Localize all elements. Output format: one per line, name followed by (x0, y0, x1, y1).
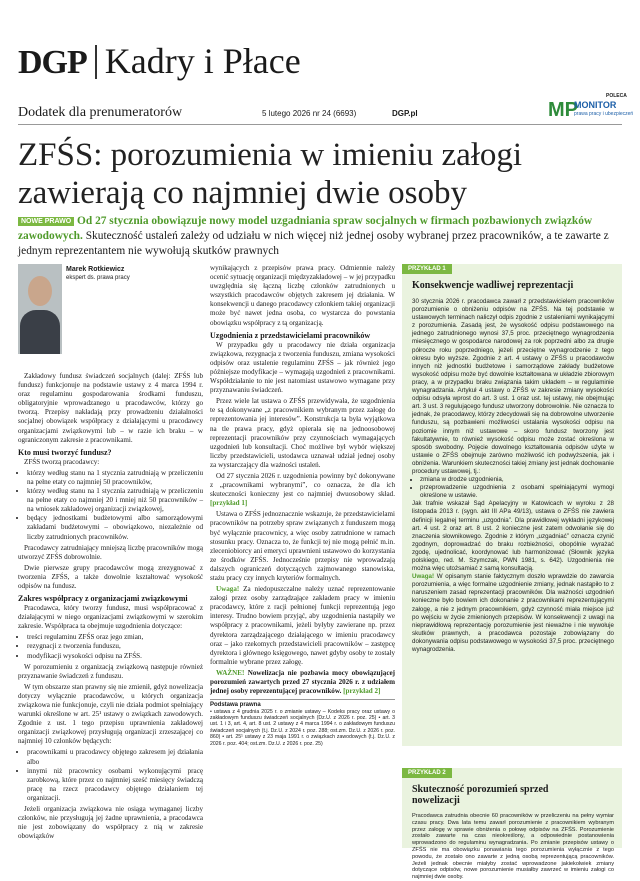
example-tab: PRZYKŁAD 2 (402, 768, 452, 778)
example-tab: PRZYKŁAD 1 (402, 264, 452, 274)
mp-logo-icon: MP (548, 99, 578, 121)
example-ref[interactable]: [przykład 2] (343, 687, 381, 696)
warning-label: Uwaga! (412, 573, 435, 581)
lead-paragraph (18, 214, 622, 259)
paragraph: Pracodawcy zatrudniający mniejszą liczbę pracowników mogą utworzyć ZFŚS dobrowolnie. (18, 543, 203, 561)
list-item: • rezygnacji z tworzenia funduszu, (27, 642, 203, 651)
poleca-label: POLECA (606, 93, 627, 99)
lead-rest: Skuteczność ustaleń zależy od udziału w nich więcej niż jednej osoby wybranej przez pracowników, a te zawarte z jednym reprezentantem nie wywołują skutków prawnych (18, 230, 609, 257)
example-ref[interactable]: [przykład 1] (210, 499, 248, 508)
bullet-list (18, 469, 203, 542)
paragraph: W tym obszarze stan prawny się nie zmienił, gdyż nowelizacja dotyczy wyłącznie pracodawców, u których organizacja związkowa nie funkcjonuje, czyli nie działa podmiot spełniający warunki określone w art. 25¹ ustawy o związkach zawodowych. Zgodnie z ust. 1 tego przepisu uprawnienia zakładowej organizacji związkowej przysługują organizacji zrzeszającej co najmniej 10 członków będących: (18, 682, 203, 746)
author-box (18, 264, 203, 362)
paragraph: Pracodawca, który tworzy fundusz, musi współpracować z działającymi w niego organizacjami związkowymi w szerokim zakresie. Współpraca ta obejmuje uzgodnienia dotyczące: (18, 604, 203, 631)
example-text: Pracodawca zatrudnia obecnie 60 pracowników w przeliczeniu na pełny wymiar czasu pracy. Dwa lata temu zawarł porozumienie z pracownikiem wybranym przez załogę w sprawie obniżenia o połowę odpisów na ZFŚS. Porozumienie zostało zawarte na czas nieokreślony, a odpowiednie postanowienia wprowadzono do regulaminu wynagradzania. Po zmianie przepisów ustawy o ZFŚS nie ma obowiązku ponawiania tego porozumienia wyłącznie z tego powodu, że zostało ono zawarte z jedną osobą reprezentującą pracowników. Jeżeli jednak obecnie miałyby zostać wprowadzone jakiekolwiek zmiany dotyczące odpisów, nowe porozumienie musiałby zawrzeć w imieniu załogi co najmniej dwie osoby. (412, 813, 614, 881)
author-photo (18, 264, 62, 354)
important-text: Nowelizacja nie pozbawia mocy obowiązującej porozumień zawartych przed 27 stycznia 2026 r. z udziałem jednej osoby reprezentującej pracowników. (210, 668, 395, 696)
list-item: • zmiana w drodze uzgodnienia, (420, 476, 614, 484)
monitor-tagline: prawa pracy i ubezpieczeń (574, 111, 634, 117)
list-item: • przeprowadzenie uzgodnienia z osobami spełniającymi wymogi określone w ustawie. (420, 484, 614, 500)
list-item: • modyfikacji wysokości odpisu na ZFŚS. (27, 652, 203, 661)
paragraph: Ustawa o ZFŚS jednoznacznie wskazuje, że przedstawicielami pracowników na potrzeby spraw związanych z funduszem mogą być wyłącznie pracownicy, a więc osoby zatrudnione w ramach stosunku pracy. Oznacza to, że funkcji tej nie mogą pełnić m.in. zleceniobiorcy ani emeryci uprawnieni ustawowo do korzystania ze środków ZFŚS. Jednocześnie przepisy nie wprowadzają dalszych ograniczeń dotyczących zajmowanego stanowiska, stażu pracy czy innych kryteriów formalnych. (210, 510, 395, 582)
warning-label: Uwaga! (216, 585, 240, 594)
intro-paragraph: Zakładowy fundusz świadczeń socjalnych (dalej: ZFŚS lub fundusz) funkcjonuje na podstawie ustawy z 4 marca 1994 r. oraz regulaminu gospodarowania środkami funduszu, obligatoryjnie wprowadzanego u pracodawców, którzy go tworzą. Przepisy nakładają przy prowadzeniu działalności socjalnej obowiązek współpracy z działającymi u pracodawcy organizacjami związkowymi lub – w razie ich braku – w ograniczonym zakresie z pracownikami. (18, 372, 203, 444)
subheading: Kto musi tworzyć fundusz? (18, 447, 112, 457)
list-item: • treści regulaminu ZFŚS oraz jego zmian, (27, 633, 203, 642)
supplement-label: Dodatek dla prenumeratorów (18, 105, 183, 120)
paragraph: Jak trafnie wskazał Sąd Apelacyjny w Katowicach w wyroku z 28 listopada 2013 r. (sygn. akt III APa 49/13), ustawa o ZFŚS nie zawiera definicji legalnej terminu „uzgodnia”. Dla prawidłowej wykładni językowej art. 4 ust. 2 oraz art. 8 ust. 2 konieczne jest zatem odwołanie się do znaczenia słownikowego. Zgodnie z którym „uzgadniać” oznacza czynić zgodnym, doprowadzać do braku rozbieżności, obopólnie wyrażać zgodę, ujednolicać, koordynować lub harmonizować (Słownik języka polskiego, red. M. Szymczak, PWN 1981, s. 642). Uzgodnienia nie można więc utożsamiać z samą konsultacją. (412, 500, 614, 573)
paragraph: W porozumieniu z organizacją związkową następuje również przyznawanie świadczeń z funduszu. (18, 662, 203, 680)
column-1 (18, 372, 203, 843)
column-2 (210, 264, 395, 747)
paragraph: 30 stycznia 2026 r. pracodawca zawarł z przedstawicielem pracowników porozumienie o obniżeniu odpisów na ZFŚS. Na tej podstawie w ustawowych terminach naliczył odpis zgodnie z ustaleniami wynikającymi z porozumienia. Zasadą jest, że wysokość odpisu podstawowego na jednego zatrudnionego wynosi 37,5 proc. przeciętnego wynagrodzenia miesięcznego w gospodarce narodowej za rok poprzedni albo za drugie półrocze roku poprzedniego, jeżeli przeciętne wynagrodzenie z tego okresu było wyższe. Zgodnie z art. 4 ustawy o ZFŚS u pracodawców innych niż jednostki budżetowe i samorządowe zakłady budżetowe wysokość odpisu może być dowolnie kształtowana w układzie zbiorowym pracy, a w przypadku braku związania takim układem – w regulaminie wynagradzania. Artykuł 4 ustawy o ZFŚS w zakresie zmiany wysokości odpisu odsyła wprost do art. 3 ust. 1 oraz ust. tej ustawy, nie obejmując art. 3 ust. 3 regulującego fundusz utworzony dobrowolnie. Nie oznacza to jednak, że pracodawcy, którzy zdecydowali się na dobrowolne utworzenie funduszu, są pozbawieni możliwości ustalania wysokości odpisu na poziomie innym niż ustawowe – skoro fundusz tworzony jest fakultatywnie, to również wysokość odpisu może zostać określona w sposób swobodny. Pojęcie dowolnego kształtowania odpisów użyte w ustawie o ZFŚS obejmuje zarówno możliwość ich podwyższenia, jak i obniżenia. Warunkiem skuteczności takiej zmiany jest jednak dochowanie procedury ustawowej, tj.: (412, 298, 614, 475)
headline: ZFŚS: porozumienia w imieniu załogi zawierają co najmniej dwie osoby (18, 137, 523, 211)
author-name: Marek Rotkiewicz (66, 266, 125, 273)
list-item: • będący jednostkami budżetowymi albo samorządowymi zakładami budżetowymi – obowiązkowo, niezależnie od liczby zatrudnionych pracowników. (27, 514, 203, 541)
important-label: WAŻNE! (216, 668, 245, 677)
paragraph: Przez wiele lat ustawa o ZFŚS przewidywała, że uzgodnienia te są dokonywane „z pracownikiem wybranym przez załogę do reprezentowania jej interesów”. Konstrukcja ta była wyjątkowa na tle prawa pracy, gdyż opierała się na jednoosobowej reprezentacji pracowników przy czynnościach wymagających uzgodnień lub konsultacji. Choć możliwe był wybór większej liczby przedstawicieli, ustodawca uznawał udział jednej osoby za wystarczający dla ważności ustaleń. (210, 397, 395, 469)
paragraph: wynikających z przepisów prawa pracy. Odmiennie należy ocenić sytuację organizacji międzyzakładowej – w jej przypadku uwzględnia się łączną liczbę członków zatrudnionych u wszystkich pracodawców objętych zakresem jej działania. W konsekwencji u danego pracodawcy członkiem takiej organizacji może być nawet jedna osoba, co wystarcza do powstania obowiązku współpracy z tą organizacją. (210, 264, 395, 327)
brand-logo: DGP (18, 44, 87, 81)
paragraph: ZFŚS tworzą pracodawcy: (24, 457, 100, 466)
paragraph: Dwie pierwsze grupy pracodawców mogą zrezygnować z tworzenia ZFŚS, a także dowolnie kształtować wysokość odpisów na fundusz. (18, 563, 203, 590)
list-item: • którzy według stanu na 1 stycznia zatrudniają w przeliczeniu na pełne etaty co najmniej 20 i mniej niż 50 pracowników – na wniosek zakładowej organizacji związkowej, (27, 487, 203, 514)
list-item: • pracownikami u pracodawcy objętego zakresem jej działania albo (27, 748, 203, 766)
paragraph (210, 585, 395, 667)
list-item: • którzy według stanu na 1 stycznia zatrudniają w przeliczeniu na pełne etaty co najmniej 50 pracowników, (27, 469, 203, 487)
paragraph-text: Od 27 stycznia 2026 r. uzgodnienia powinny być dokonywane z „pracownikami wybranymi”, co oznacza, że dla ich skuteczności konieczny jest co najmniej dwuosobowy skład. (210, 471, 395, 499)
example-title: Skuteczność porozumień sprzed nowelizacji (412, 784, 549, 806)
subheading: Uzgodnienia z przedstawicielami pracowników (210, 330, 371, 340)
site-link[interactable]: DGP.pl (392, 109, 418, 118)
legal-basis (210, 699, 395, 747)
bullet-list (18, 748, 203, 803)
important-note (210, 669, 395, 696)
bullet-list (412, 476, 614, 500)
paragraph: W opisanym stanie faktycznym doszło wprawdzie do zawarcia porozumienia, a więc formalne uzgodnienie zmiany, jednak nastąpiło to z naruszeniem zasad reprezentacji pracowników. Dla ważności uzgodnień konieczne było bowiem ich dokonanie z pracownikami reprezentującymi załogę, a nie z jednym pracownikiem, gdyż czynność miała miejsce już po wejściu w życie zmienionych przepisów. W konsekwencji z uwagi na nieprawidłową reprezentację porozumienie jest nieważne i nie wywołuje skutków prawnych, a pracodawca pozostaje zobowiązany do dokonywania odpisu podstawowego w wysokości 37,5 proc. przeciętnego wynagrodzenia. (412, 573, 614, 654)
example-title: Konsekwencje wadliwej reprezentacji (412, 280, 574, 291)
author-role: ekspert ds. prawa pracy (66, 275, 130, 281)
masthead-divider (95, 45, 97, 79)
paragraph: W przypadku gdy u pracodawcy nie działa organizacja związkowa, rezygnacja z tworzenia funduszu, zmiana wysokości odpisów oraz ustalenie regulaminu ZFŚS – jak również jego późniejsze modyfikacje – wymagają uzgodnień z pracownikami. Współdziałanie to nie jest natomiast ustawowo wymagane przy przyznawaniu świadczeń. (210, 340, 395, 395)
example-box-2 (402, 768, 622, 881)
warning-text: Za niedopuszczalne należy uznać reprezentowanie załogi przez osoby zarządzające zakładem pracy w imieniu pracodawcy, które z racji pełnionej funkcji reprezentują jego interesy. Trudno bowiem przyjąć, aby uzgodnienia nastąpiły we współpracy z pracownikami, jeżeli byłyby zawierane np. przez dyrektora zarządzającego działającego w imieniu pracodawcy oraz – jako rzekomych przedstawicieli pracowników – zastępcę dyrektora i głównego księgowego, nawet gdyby osoby te zostały formalnie wybrane przez załogę. (210, 585, 395, 666)
subheading: Zakres współpracy z organizacjami związkowymi (18, 594, 188, 604)
section-title: Kadry i Płace (104, 41, 301, 81)
bullet-list (18, 633, 203, 660)
example-text (412, 298, 614, 654)
header-rule (18, 124, 622, 125)
lead-highlight: Od 27 stycznia obowiązuje nowy model uzgadniania spraw socjalnych w firmach pozbawionych związków zawodowych. (18, 215, 593, 242)
masthead (18, 40, 301, 82)
category-badge: NOWE PRAWO (18, 217, 74, 226)
monitor-label: MONITOR (574, 100, 617, 110)
legal-basis-text: • ustawa z 4 grudnia 2025 r. o zmianie ustawy – Kodeks pracy oraz ustawy o zakładowym funduszu świadczeń socjalnych (Dz.U. z 2026 r. poz. 25) • art. 3 ust. 1 i 3, art. 4, art. 8 ust. 2 ustawy z 4 marca 1994 r. o zakładowym funduszu świadczeń socjalnych (t.j. Dz.U. z 2024 r. poz. 288; ost.zm. Dz.U. z 2026 r. poz. 860) • art. 25¹ ustawy z 23 maja 1991 r. o związkach zawodowych (t.j. Dz.U. z 2026 r. poz. 404; ost.zm. Dz.U. z 2026 r. poz. 25) (210, 708, 395, 747)
issue-date: 5 lutego 2026 nr 24 (6693) (262, 109, 357, 118)
paragraph: Jeżeli organizacja związkowa nie osiąga wymaganej liczby członków, nie przysługują jej żadne uprawnienia, a pracodawca nie jest zobowiązany do współpracy z nią w zakresie obowiązków (18, 805, 203, 841)
list-item: • innymi niż pracownicy osobami wykonującymi pracę zarobkową, które przez co najmniej sześć miesięcy świadczą pracę na rzecz pracodawcy objętego działaniem tej organizacji. (27, 767, 203, 803)
example-box-1 (402, 264, 622, 746)
legal-basis-title: Podstawa prawna (210, 702, 261, 709)
paragraph (210, 472, 395, 508)
